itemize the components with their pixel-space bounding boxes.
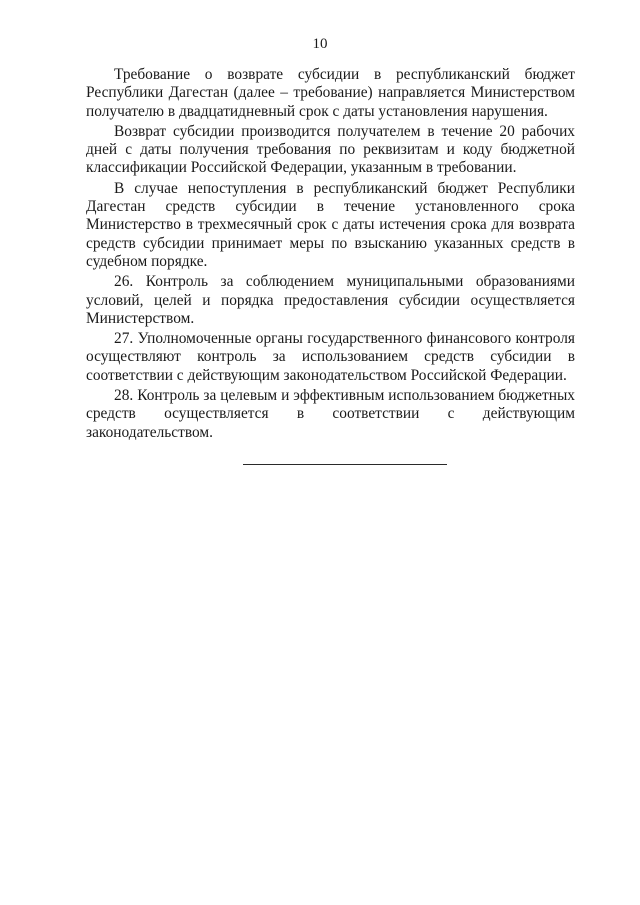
paragraph-refund-request: Требование о возврате субсидии в республиканский бюджет Республики Дагестан (далее – требование) направляется Министерством получателю в двадцатидневный срок с даты установления нарушения.: [86, 66, 575, 120]
paragraph-27-authorized-bodies: 27. Уполномоченные органы государственного финансового контроля осуществляют контроль за использованием средств субсидии в соответствии с действующим законодательством Российской Федерации.: [86, 330, 575, 384]
end-of-document-rule: [243, 464, 447, 465]
paragraph-28-target-use: 28. Контроль за целевым и эффективным использованием бюджетных средств осуществляется в соответствии с действующим законодательством.: [86, 387, 575, 441]
page-number: 10: [312, 36, 328, 52]
paragraph-refund-term: Возврат субсидии производится получателем в течение 20 рабочих дней с даты получения требования по реквизитам и коду бюджетной классификации Российской Федерации, указанным в требовании.: [86, 122, 575, 177]
document-body: [86, 66, 575, 444]
paragraph-26-control: 26. Контроль за соблюдением муниципальными образованиями условий, целей и порядка предоставления субсидии осуществляется Министерством.: [86, 273, 575, 327]
paragraph-non-receipt: В случае непоступления в республиканский бюджет Республики Дагестан средств субсидии в течение установленного срока Министерство в трехмесячный срок с даты истечения срока для возврата средств субсидии принимает меры по взысканию указанных средств в судебном порядке.: [86, 179, 575, 270]
